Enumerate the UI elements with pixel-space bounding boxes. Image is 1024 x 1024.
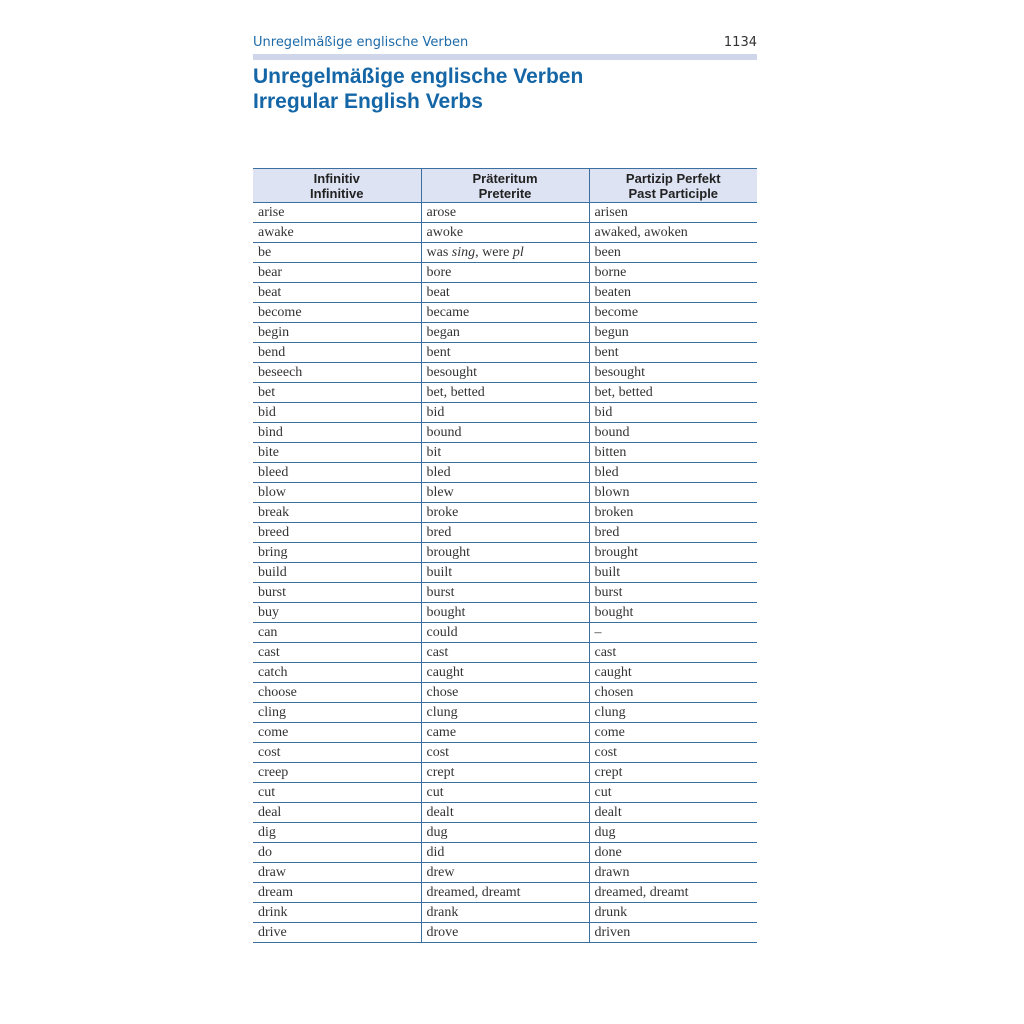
- past-participle-cell: built: [589, 563, 757, 583]
- preterite-cell: awoke: [421, 223, 589, 243]
- preterite-cell: cut: [421, 783, 589, 803]
- infinitive-cell: bear: [253, 263, 421, 283]
- past-participle-cell: bound: [589, 423, 757, 443]
- past-participle-cell: cast: [589, 643, 757, 663]
- page-number: 1134: [723, 35, 757, 50]
- past-participle-cell: brought: [589, 543, 757, 563]
- preterite-cell: came: [421, 723, 589, 743]
- infinitive-cell: bend: [253, 343, 421, 363]
- past-participle-cell: done: [589, 843, 757, 863]
- past-participle-cell: borne: [589, 263, 757, 283]
- page-title-german: Unregelmäßige englische Verben: [253, 65, 584, 88]
- preterite-cell: bred: [421, 523, 589, 543]
- infinitive-cell: burst: [253, 583, 421, 603]
- table-row: [253, 923, 757, 943]
- infinitive-cell: bring: [253, 543, 421, 563]
- preterite-cell: arose: [421, 203, 589, 223]
- preterite-cell: bought: [421, 603, 589, 623]
- table-row: [253, 363, 757, 383]
- table-row: [253, 463, 757, 483]
- preterite-cell: built: [421, 563, 589, 583]
- table-row: [253, 423, 757, 443]
- preterite-cell: bid: [421, 403, 589, 423]
- table-row: [253, 783, 757, 803]
- past-participle-cell: bent: [589, 343, 757, 363]
- preterite-cell: dug: [421, 823, 589, 843]
- past-participle-cell: dug: [589, 823, 757, 843]
- past-participle-cell: chosen: [589, 683, 757, 703]
- infinitive-cell: awake: [253, 223, 421, 243]
- table-row: [253, 583, 757, 603]
- past-participle-cell: bitten: [589, 443, 757, 463]
- table-row: [253, 523, 757, 543]
- past-participle-cell: cost: [589, 743, 757, 763]
- infinitive-cell: bind: [253, 423, 421, 443]
- infinitive-cell: draw: [253, 863, 421, 883]
- infinitive-cell: begin: [253, 323, 421, 343]
- preterite-cell: crept: [421, 763, 589, 783]
- preterite-cell: burst: [421, 583, 589, 603]
- preterite-cell: began: [421, 323, 589, 343]
- table-row: [253, 443, 757, 463]
- past-participle-cell: bought: [589, 603, 757, 623]
- past-participle-cell: –: [589, 623, 757, 643]
- page-title-english: Irregular English Verbs: [253, 90, 483, 113]
- preterite-cell: bet, betted: [421, 383, 589, 403]
- preterite-cell: did: [421, 843, 589, 863]
- infinitive-cell: beat: [253, 283, 421, 303]
- preterite-cell: clung: [421, 703, 589, 723]
- table-row: [253, 663, 757, 683]
- preterite-cell: chose: [421, 683, 589, 703]
- preterite-cell: cost: [421, 743, 589, 763]
- past-participle-cell: drunk: [589, 903, 757, 923]
- preterite-cell: could: [421, 623, 589, 643]
- table-row: [253, 823, 757, 843]
- preterite-cell: beat: [421, 283, 589, 303]
- infinitive-cell: be: [253, 243, 421, 263]
- infinitive-cell: bet: [253, 383, 421, 403]
- column-header-past-participle: [589, 169, 757, 203]
- infinitive-cell: choose: [253, 683, 421, 703]
- preterite-cell: became: [421, 303, 589, 323]
- preterite-cell: drank: [421, 903, 589, 923]
- table-row: [253, 263, 757, 283]
- preterite-cell: caught: [421, 663, 589, 683]
- column-header-infinitive: [253, 169, 421, 203]
- past-participle-cell: cut: [589, 783, 757, 803]
- infinitive-cell: build: [253, 563, 421, 583]
- past-participle-cell: burst: [589, 583, 757, 603]
- table-row: [253, 803, 757, 823]
- infinitive-cell: break: [253, 503, 421, 523]
- past-participle-cell: caught: [589, 663, 757, 683]
- preterite-cell: brought: [421, 543, 589, 563]
- running-head: [253, 35, 757, 53]
- infinitive-cell: drive: [253, 923, 421, 943]
- table-row: [253, 743, 757, 763]
- table-row: [253, 503, 757, 523]
- table-row: [253, 723, 757, 743]
- past-participle-cell: come: [589, 723, 757, 743]
- infinitive-cell: come: [253, 723, 421, 743]
- infinitive-cell: become: [253, 303, 421, 323]
- table-row: [253, 323, 757, 343]
- header-rule: [253, 54, 757, 60]
- preterite-cell: [421, 243, 589, 263]
- table-row: [253, 763, 757, 783]
- preterite-cell: dreamed, dreamt: [421, 883, 589, 903]
- infinitive-cell: beseech: [253, 363, 421, 383]
- infinitive-cell: cut: [253, 783, 421, 803]
- infinitive-cell: breed: [253, 523, 421, 543]
- infinitive-cell: drink: [253, 903, 421, 923]
- table-body: [253, 203, 757, 943]
- preterite-cell: bent: [421, 343, 589, 363]
- preterite-cell: broke: [421, 503, 589, 523]
- infinitive-cell: buy: [253, 603, 421, 623]
- infinitive-cell: arise: [253, 203, 421, 223]
- column-header-en: Preterite: [478, 185, 532, 201]
- table-row: [253, 243, 757, 263]
- table-row: [253, 403, 757, 423]
- table-row: [253, 343, 757, 363]
- column-header-preterite: [421, 169, 589, 203]
- past-participle-cell: been: [589, 243, 757, 263]
- preterite-cell: bound: [421, 423, 589, 443]
- column-header-de: Partizip Perfekt: [625, 170, 721, 186]
- past-participle-cell: arisen: [589, 203, 757, 223]
- page-title: [253, 64, 757, 114]
- table-row: [253, 623, 757, 643]
- verb-form: , were: [475, 245, 513, 260]
- preterite-cell: dealt: [421, 803, 589, 823]
- grammar-label: sing: [451, 245, 476, 260]
- table-row: [253, 223, 757, 243]
- past-participle-cell: clung: [589, 703, 757, 723]
- past-participle-cell: dreamed, dreamt: [589, 883, 757, 903]
- table-row: [253, 843, 757, 863]
- table-row: [253, 563, 757, 583]
- past-participle-cell: broken: [589, 503, 757, 523]
- preterite-cell: drew: [421, 863, 589, 883]
- past-participle-cell: blown: [589, 483, 757, 503]
- table-row: [253, 883, 757, 903]
- past-participle-cell: crept: [589, 763, 757, 783]
- past-participle-cell: awaked, awoken: [589, 223, 757, 243]
- infinitive-cell: can: [253, 623, 421, 643]
- past-participle-cell: bled: [589, 463, 757, 483]
- past-participle-cell: dealt: [589, 803, 757, 823]
- table-row: [253, 903, 757, 923]
- verb-form: was: [426, 245, 452, 260]
- past-participle-cell: besought: [589, 363, 757, 383]
- past-participle-cell: become: [589, 303, 757, 323]
- table-row: [253, 643, 757, 663]
- table-row: [253, 203, 757, 223]
- column-header-en: Past Participle: [628, 185, 719, 201]
- preterite-cell: drove: [421, 923, 589, 943]
- past-participle-cell: bid: [589, 403, 757, 423]
- running-head-title: Unregelmäßige englische Verben: [253, 35, 469, 50]
- table-row: [253, 703, 757, 723]
- preterite-cell: cast: [421, 643, 589, 663]
- infinitive-cell: bleed: [253, 463, 421, 483]
- infinitive-cell: bid: [253, 403, 421, 423]
- infinitive-cell: dream: [253, 883, 421, 903]
- infinitive-cell: dig: [253, 823, 421, 843]
- infinitive-cell: cling: [253, 703, 421, 723]
- column-header-en: Infinitive: [310, 185, 364, 201]
- infinitive-cell: bite: [253, 443, 421, 463]
- infinitive-cell: deal: [253, 803, 421, 823]
- preterite-cell: bit: [421, 443, 589, 463]
- table-row: [253, 543, 757, 563]
- infinitive-cell: cast: [253, 643, 421, 663]
- past-participle-cell: begun: [589, 323, 757, 343]
- past-participle-cell: drawn: [589, 863, 757, 883]
- table-row: [253, 603, 757, 623]
- table-row: [253, 863, 757, 883]
- table-row: [253, 483, 757, 503]
- preterite-cell: blew: [421, 483, 589, 503]
- table-row: [253, 283, 757, 303]
- infinitive-cell: creep: [253, 763, 421, 783]
- past-participle-cell: driven: [589, 923, 757, 943]
- table-header-row: [253, 169, 757, 203]
- infinitive-cell: blow: [253, 483, 421, 503]
- preterite-cell: bore: [421, 263, 589, 283]
- preterite-cell: besought: [421, 363, 589, 383]
- past-participle-cell: bred: [589, 523, 757, 543]
- grammar-label: pl: [512, 245, 524, 260]
- infinitive-cell: catch: [253, 663, 421, 683]
- column-header-de: Infinitiv: [313, 170, 360, 186]
- past-participle-cell: bet, betted: [589, 383, 757, 403]
- table-row: [253, 383, 757, 403]
- column-header-de: Präteritum: [472, 170, 538, 186]
- past-participle-cell: beaten: [589, 283, 757, 303]
- table-row: [253, 683, 757, 703]
- table-row: [253, 303, 757, 323]
- infinitive-cell: do: [253, 843, 421, 863]
- infinitive-cell: cost: [253, 743, 421, 763]
- irregular-verbs-table: [253, 168, 757, 943]
- preterite-cell: bled: [421, 463, 589, 483]
